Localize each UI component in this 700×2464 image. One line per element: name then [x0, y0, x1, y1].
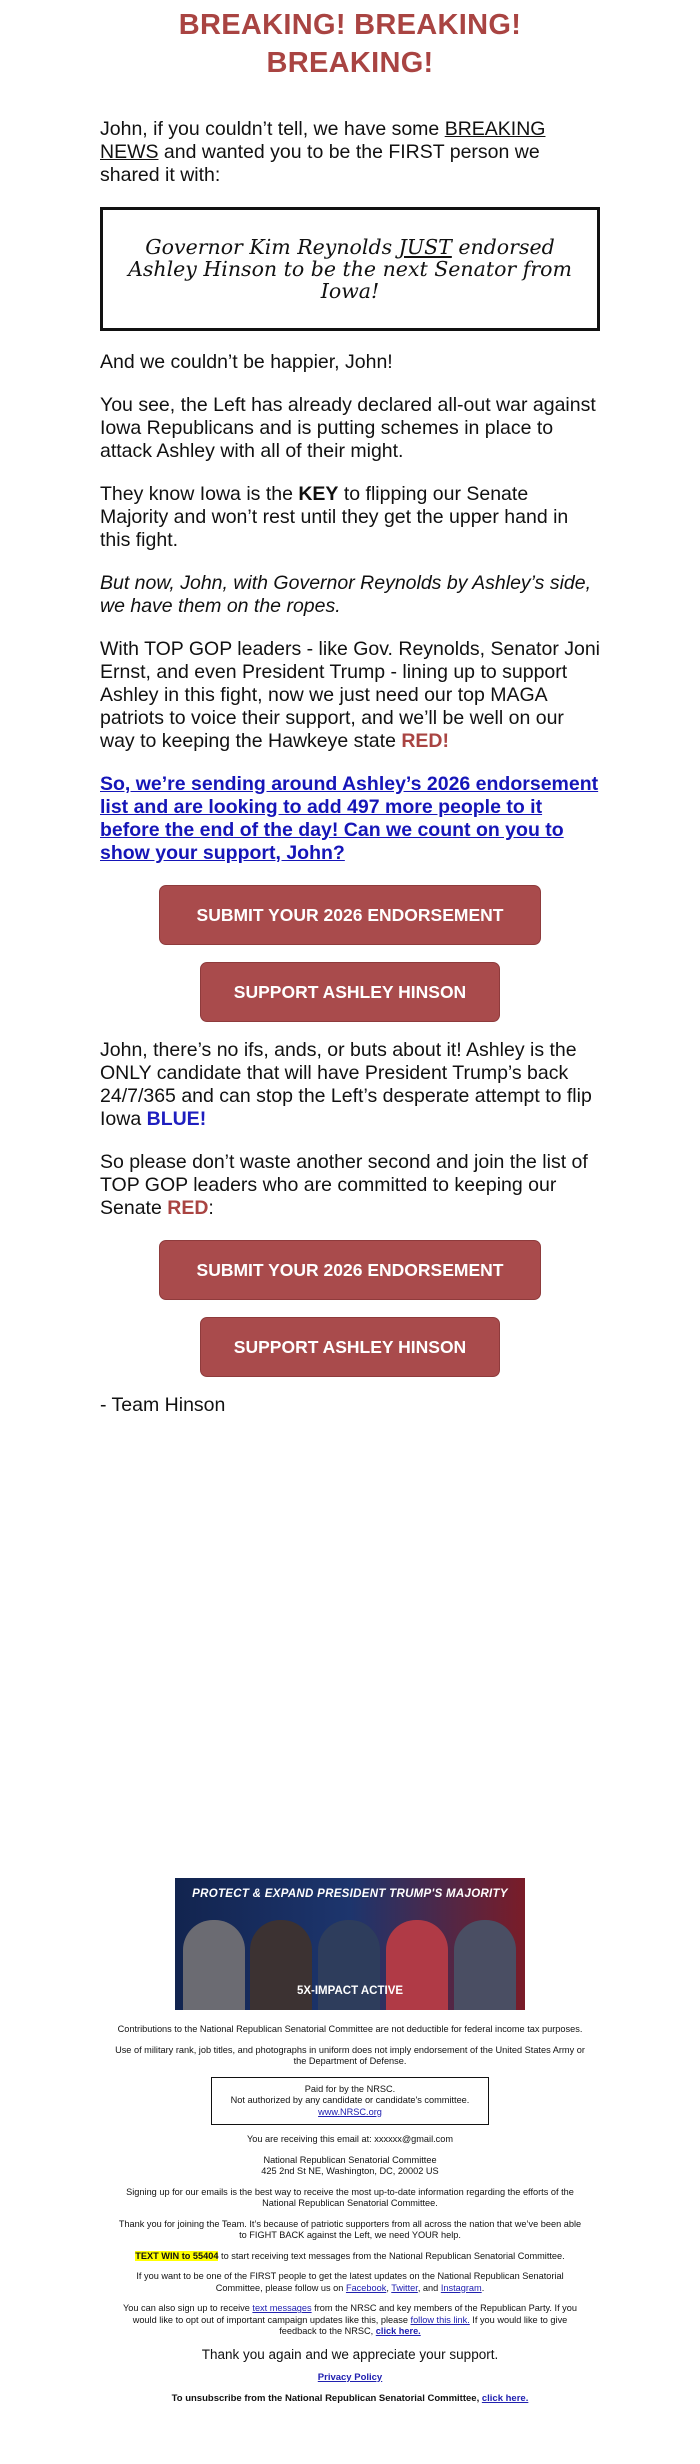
callout-text-end: endorsed Ashley Hinson to be the next Senator from Iowa!: [128, 235, 572, 303]
intro-text-end: and wanted you to be the FIRST person we shared it with:: [100, 141, 540, 186]
org-name: National Republican Senatorial Committee: [263, 2154, 437, 2165]
leaders-paragraph: [100, 638, 600, 753]
privacy-policy-link[interactable]: Privacy Policy: [317, 2371, 383, 2383]
text-messages-link[interactable]: text messages: [252, 2303, 312, 2313]
sms-text-mid: from the NRSC and key members of the Republican Party. If you would like to opt out of important campaign updates like this, please: [132, 2303, 577, 2325]
headline: BREAKING! BREAKING! BREAKING!: [178, 9, 522, 79]
sms-text-mid2: If you would like to give feedback to the NRSC,: [279, 2314, 568, 2336]
paid-by: Paid for by the NRSC.: [304, 2083, 396, 2094]
not-authorized: Not authorized by any candidate or candidate's committee.: [230, 2095, 470, 2105]
nrsc-website-link[interactable]: www.NRSC.org: [318, 2106, 382, 2117]
tax-disclaimer: Contributions to the National Republican Senatorial Committee are not deductible for federal income tax purposes.: [117, 2024, 583, 2034]
majority-banner[interactable]: [175, 1878, 525, 2010]
text-win-text: to start receiving text messages from the National Republican Senatorial Committee.: [218, 2250, 565, 2261]
leaders-text: With TOP GOP leaders - like Gov. Reynolds, Senator Joni Ernst, and even President Trump - lining up to support Ashley in this fight, now we just need our top MAGA patriots to voice their support, and we’ll be well on our way to keeping the Hawkeye state: [100, 638, 601, 752]
key-text-end: to flipping our Senate Majority and won’t rest until they get the upper hand in this fight.: [100, 483, 569, 551]
left-attack-paragraph: You see, the Left has already declared all-out war against Iowa Republicans and is putting schemes in place to attack Ashley with all of their might.: [100, 394, 596, 462]
follow-this-link[interactable]: follow this link.: [410, 2314, 470, 2325]
key-word: KEY: [298, 483, 339, 505]
join-paragraph: [100, 1151, 600, 1220]
unsubscribe-text: To unsubscribe from the National Republican Senatorial Committee,: [171, 2392, 482, 2404]
social-follow-line: [115, 2271, 585, 2294]
thank-again: Thank you again and we appreciate your support.: [201, 2346, 499, 2362]
social-sep-2: , and: [417, 2282, 441, 2293]
unsubscribe-link[interactable]: click here.: [481, 2392, 529, 2404]
email-body: [100, 0, 600, 1417]
happier-paragraph: And we couldn’t be happier, John!: [100, 351, 393, 373]
signoff: - Team Hinson: [100, 1394, 226, 1416]
intro-text: John, if you couldn’t tell, we have some: [100, 118, 445, 140]
social-sep-1: ,: [386, 2282, 392, 2293]
breaking-news-link[interactable]: BREAKING NEWS: [100, 118, 546, 163]
blue-word: BLUE!: [146, 1108, 207, 1130]
org-block: [115, 2155, 585, 2178]
sms-optout-line: [115, 2303, 585, 2338]
sms-text: You can also sign up to receive: [122, 2303, 253, 2313]
support-ashley-button[interactable]: SUPPORT ASHLEY HINSON: [200, 962, 500, 1022]
join-text: So please don’t waste another second and join the list of TOP GOP leaders who are committed to keeping our Senate: [100, 1151, 588, 1219]
text-win-highlight: TEXT WIN to 55404: [135, 2250, 219, 2261]
facebook-link[interactable]: Facebook: [345, 2282, 387, 2293]
org-address: 425 2nd St NE, Washington, DC, 20002 US: [261, 2166, 439, 2176]
social-text: If you want to be one of the FIRST people to get the latest updates on the National Republican Senatorial Committee, please follow us on: [136, 2271, 564, 2293]
endorsement-list-link[interactable]: So, we’re sending around Ashley’s 2026 endorsement list and are looking to add 497 more people to it before the end of the day! Can we count on you to show your support, John?: [100, 773, 599, 864]
submit-endorsement-button[interactable]: SUBMIT YOUR 2026 ENDORSEMENT: [159, 885, 541, 945]
key-paragraph: [100, 483, 600, 552]
red-word: RED!: [401, 730, 450, 752]
trump-text: John, there’s no ifs, ands, or buts about it! Ashley is the ONLY candidate that will have President Trump’s back 24/7/365 and can stop the Left’s desperate attempt to flip Iowa: [100, 1039, 592, 1130]
submit-endorsement-button-2[interactable]: SUBMIT YOUR 2026 ENDORSEMENT: [159, 1240, 541, 1300]
paid-for-box: [211, 2077, 489, 2126]
trump-paragraph: [100, 1039, 600, 1131]
fine-print-2: [115, 2134, 585, 2338]
banner-title: PROTECT & EXPAND PRESIDENT TRUMP'S MAJORITY: [192, 1888, 508, 1900]
impact-badge: 5X-IMPACT ACTIVE: [296, 1985, 404, 1997]
intro-paragraph: [100, 118, 600, 187]
callout-emphasis: JUST: [398, 235, 452, 259]
unsubscribe-line: [0, 2393, 700, 2404]
text-win-line: [115, 2251, 585, 2263]
twitter-link[interactable]: Twitter: [391, 2282, 418, 2293]
fine-print: [115, 2024, 585, 2068]
callout-text: Governor Kim Reynolds: [145, 235, 399, 259]
ropes-paragraph: But now, John, with Governor Reynolds by Ashley’s side, we have them on the ropes.: [100, 572, 592, 617]
support-ashley-button-2[interactable]: SUPPORT ASHLEY HINSON: [200, 1317, 500, 1377]
footer: [0, 1878, 700, 2404]
endorsement-callout: [100, 207, 600, 331]
receiving-email: You are receiving this email at: xxxxxx@gmail.com: [246, 2134, 454, 2144]
social-end: .: [481, 2282, 485, 2293]
key-text: They know Iowa is the: [100, 483, 299, 505]
thanks-team-text: Thank you for joining the Team. It’s because of patriotic supporters from all across the nation that we’ve been able to FIGHT BACK against the Left, we need YOUR help.: [118, 2218, 582, 2240]
red-word-2: RED: [167, 1197, 209, 1219]
feedback-click-here-link[interactable]: click here.: [375, 2326, 421, 2336]
join-colon: :: [208, 1197, 214, 1219]
signup-text: Signing up for our emails is the best way to receive the most up-to-date information regarding the efforts of the National Republican Senatorial Committee.: [126, 2186, 574, 2208]
instagram-link[interactable]: Instagram: [440, 2282, 482, 2293]
military-disclaimer: Use of military rank, job titles, and photographs in uniform does not imply endorsement of the United States Army or the Department of Defense.: [115, 2044, 585, 2066]
